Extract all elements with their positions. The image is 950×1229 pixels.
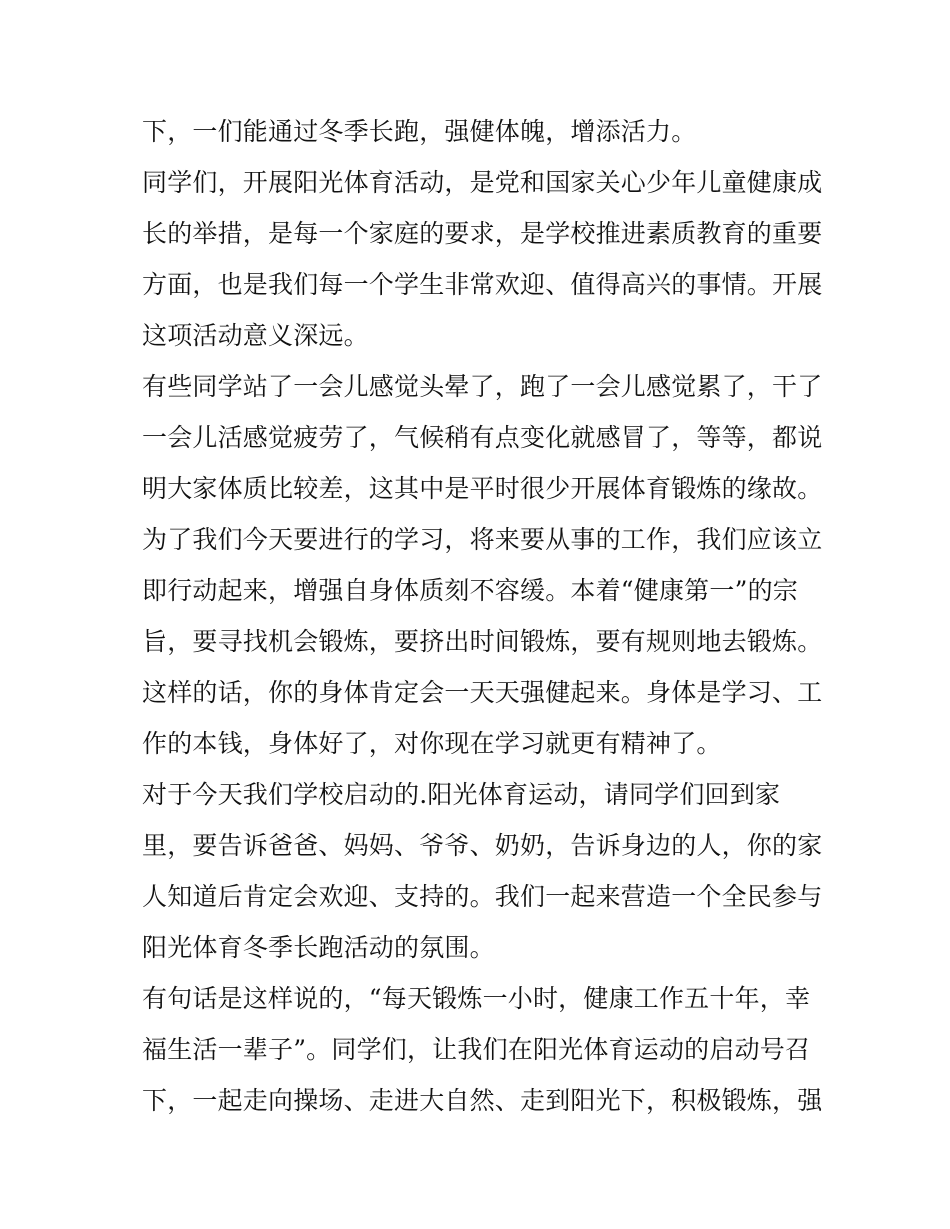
document-body bbox=[142, 106, 822, 1126]
text-line: 即行动起来，增强自身体质刻不容缓。本着“健康第一”的宗 bbox=[142, 576, 798, 605]
text-line: 有句话是这样说的，“每天锻炼一小时，健康工作五十年，幸 bbox=[142, 984, 811, 1013]
text-line: 一会儿活感觉疲劳了，气候稍有点变化就感冒了，等等，都说 bbox=[142, 423, 823, 452]
text-line: 明大家体质比较差，这其中是平时很少开展体育锻炼的缘故。 bbox=[142, 474, 823, 503]
text-line: 同学们，开展阳光体育活动，是党和国家关心少年儿童健康成 bbox=[142, 168, 823, 197]
text-line: 这项活动意义深远。 bbox=[142, 321, 369, 350]
text-line: 方面，也是我们每一个学生非常欢迎、值得高兴的事情。开展 bbox=[142, 270, 823, 299]
text-line: 对于今天我们学校启动的.阳光体育运动，请同学们回到家 bbox=[142, 780, 781, 809]
text-line: 为了我们今天要进行的学习，将来要从事的工作，我们应该立 bbox=[142, 525, 823, 554]
text-line: 人知道后肯定会欢迎、支持的。我们一起来营造一个全民参与 bbox=[142, 882, 823, 911]
text-line: 有些同学站了一会儿感觉头晕了，跑了一会儿感觉累了，干了 bbox=[142, 372, 823, 401]
text-line: 下，一起走向操场、走进大自然、走到阳光下，积极锻炼，强 bbox=[142, 1086, 823, 1115]
text-line: 里，要告诉爸爸、妈妈、爷爷、奶奶，告诉身边的人，你的家 bbox=[142, 831, 823, 860]
text-line: 下，一们能通过冬季长跑，强健体魄，增添活力。 bbox=[142, 117, 697, 146]
text-line: 阳光体育冬季长跑活动的氛围。 bbox=[142, 933, 495, 962]
text-line: 福生活一辈子”。同学们，让我们在阳光体育运动的启动号召 bbox=[142, 1035, 811, 1064]
text-line: 旨，要寻找机会锻炼，要挤出时间锻炼，要有规则地去锻炼。 bbox=[142, 627, 823, 656]
text-line: 这样的话，你的身体肯定会一天天强健起来。身体是学习、工 bbox=[142, 678, 823, 707]
text-line: 长的举措，是每一个家庭的要求，是学校推进素质教育的重要 bbox=[142, 219, 823, 248]
text-line: 作的本钱，身体好了，对你现在学习就更有精神了。 bbox=[142, 729, 722, 758]
